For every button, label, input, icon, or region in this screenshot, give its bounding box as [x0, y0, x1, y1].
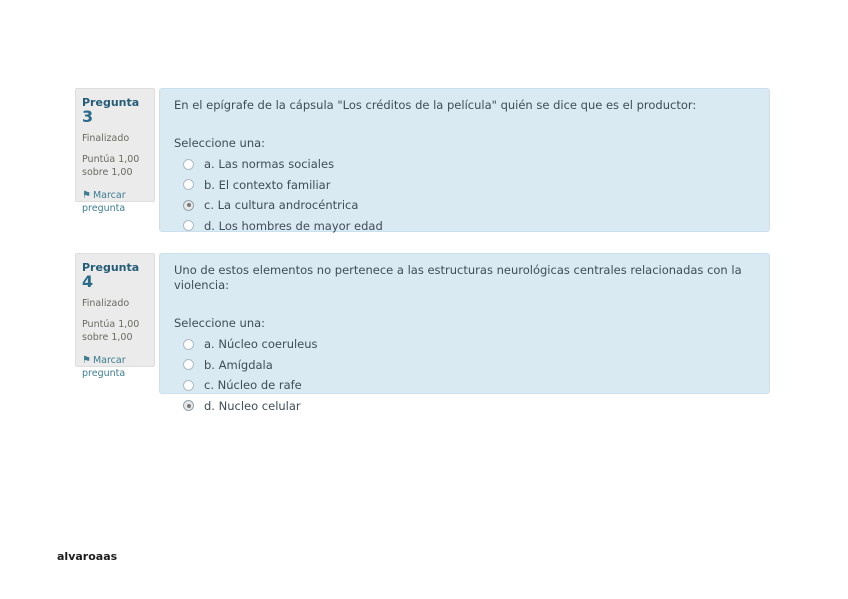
flag-icon: ⚑ — [82, 355, 91, 366]
radio-button[interactable] — [183, 400, 194, 411]
option-row[interactable] — [174, 195, 755, 216]
question-4-header — [82, 261, 148, 291]
radio-button[interactable] — [183, 359, 194, 370]
question-number: 4 — [82, 272, 94, 291]
option-label: c. La cultura androcéntrica — [204, 198, 359, 213]
question-label: Pregunta — [82, 261, 140, 274]
question-3-header — [82, 96, 148, 126]
grade-line-2: sobre 1,00 — [82, 167, 133, 178]
question-4-grade — [82, 318, 148, 344]
option-row[interactable] — [174, 375, 755, 396]
question-3-text: En el epígrafe de la cápsula "Los créditos de la película" quién se dice que es el productor: — [174, 98, 697, 112]
question-label: Pregunta — [82, 96, 140, 109]
radio-button[interactable] — [183, 179, 194, 190]
question-4-info-panel — [75, 253, 155, 379]
grade-line-1: Puntúa 1,00 — [82, 319, 140, 330]
question-3-status: Finalizado — [82, 133, 130, 144]
option-label: a. Las normas sociales — [204, 157, 335, 172]
grade-line-2: sobre 1,00 — [82, 332, 133, 343]
option-row[interactable] — [174, 154, 755, 175]
username-text: alvaroaas — [57, 550, 118, 563]
option-label: b. El contexto familiar — [204, 177, 331, 192]
flag-label-line-2: pregunta — [82, 368, 126, 379]
option-row[interactable] — [174, 175, 755, 196]
question-3-grade — [82, 153, 148, 179]
radio-button[interactable] — [183, 380, 194, 391]
option-row[interactable] — [174, 355, 755, 376]
question-3-prompt: Seleccione una: — [174, 136, 266, 150]
flag-label-line-1: Marcar — [92, 190, 126, 201]
question-3-content-panel — [159, 88, 770, 232]
question-4-status: Finalizado — [82, 298, 130, 309]
radio-button[interactable] — [183, 220, 194, 231]
flag-question-link[interactable] — [82, 189, 148, 215]
option-label: c. Núcleo de rafe — [204, 378, 302, 393]
radio-button[interactable] — [183, 159, 194, 170]
question-number: 3 — [82, 107, 94, 126]
option-label: b. Amígdala — [204, 357, 273, 372]
question-4-content-panel — [159, 253, 770, 413]
flag-icon: ⚑ — [82, 190, 91, 201]
grade-line-1: Puntúa 1,00 — [82, 154, 140, 165]
question-4-prompt: Seleccione una: — [174, 316, 266, 330]
question-4-options — [174, 334, 755, 416]
question-3-info-panel — [75, 88, 155, 214]
flag-label-line-1: Marcar — [92, 355, 126, 366]
question-3-options — [174, 154, 755, 236]
option-label: d. Los hombres de mayor edad — [204, 218, 383, 233]
option-row[interactable] — [174, 396, 755, 417]
radio-button[interactable] — [183, 339, 194, 350]
option-label: d. Nucleo celular — [204, 398, 301, 413]
flag-question-link[interactable] — [82, 354, 148, 380]
flag-label-line-2: pregunta — [82, 203, 126, 214]
question-4-text: Uno de estos elementos no pertenece a las estructuras neurológicas centrales relacionadas con la violencia: — [174, 263, 742, 292]
option-row[interactable] — [174, 334, 755, 355]
option-row[interactable] — [174, 216, 755, 237]
radio-button[interactable] — [183, 200, 194, 211]
option-label: a. Núcleo coeruleus — [204, 337, 318, 352]
